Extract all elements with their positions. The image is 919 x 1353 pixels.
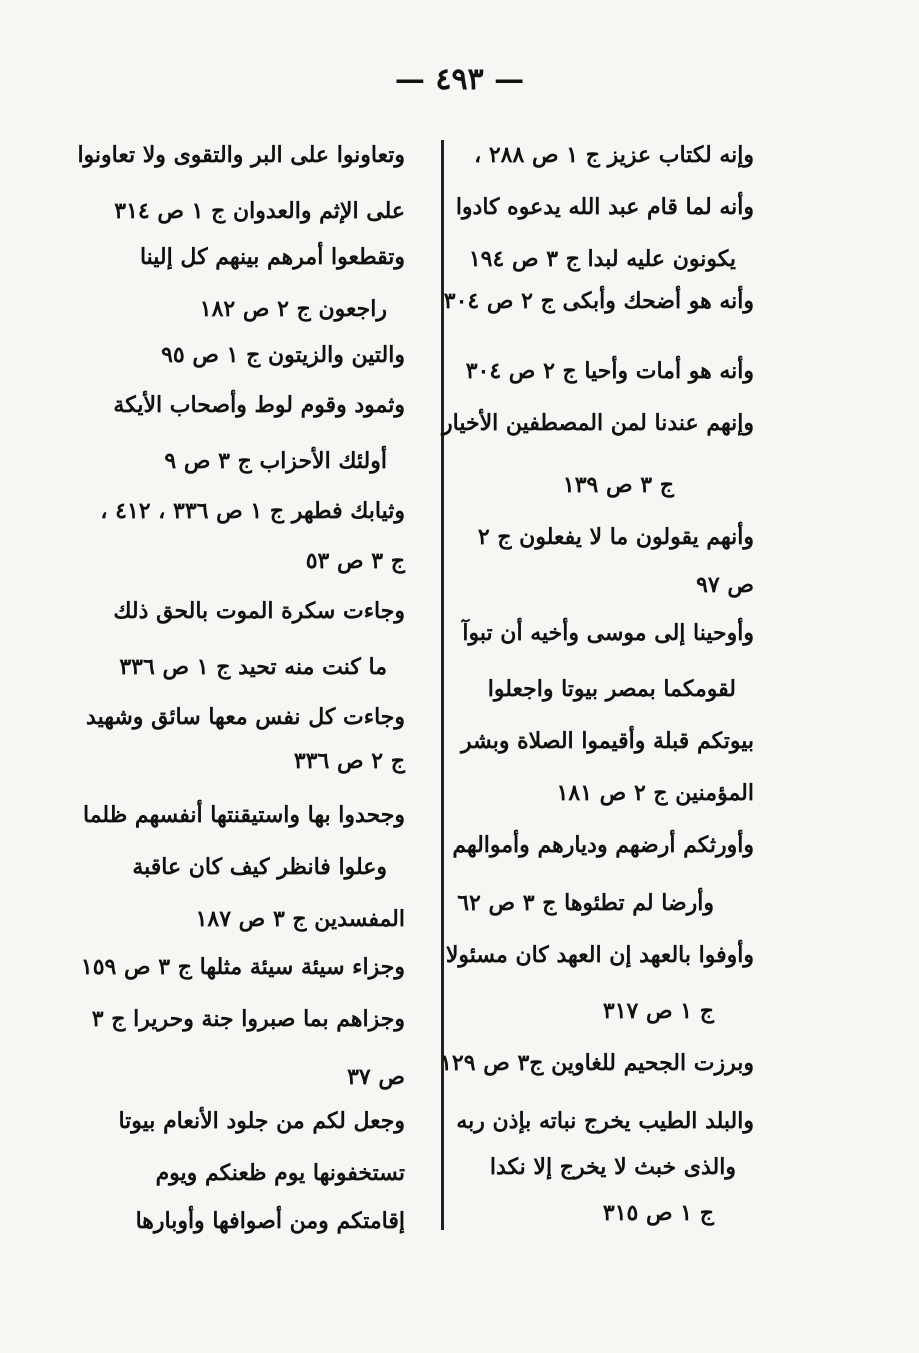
text-line: راجعون ج ٢ ص ١٨٢ [199, 296, 387, 322]
text-line: وثمود وقوم لوط وأصحاب الأيكة [113, 392, 405, 418]
text-line: تستخفونها يوم ظعنكم ويوم [155, 1160, 405, 1186]
text-line: وأنه هو أمات وأحيا ج ٢ ص ٣٠٤ [465, 358, 754, 384]
text-line: ج ٣ ص ٥٣ [305, 548, 405, 574]
text-line: وأنهم يقولون ما لا يفعلون ج ٢ [477, 524, 754, 550]
text-line: وثيابك فطهر ج ١ ص ٣٣٦ ، ٤١٢ ، [100, 498, 405, 524]
text-line: ج ١ ص ٣١٥ [602, 1200, 714, 1226]
text-line: المؤمنين ج ٢ ص ١٨١ [556, 780, 754, 806]
text-line: وإنه لكتاب عزيز ج ١ ص ٢٨٨ ، [474, 142, 754, 168]
text-line: يكونون عليه لبدا ج ٣ ص ١٩٤ [468, 246, 736, 272]
text-line: وبرزت الجحيم للغاوين ج٣ ص ١٢٩ [440, 1050, 754, 1076]
text-line: وجزاهم بما صبروا جنة وحريرا ج ٣ [91, 1006, 405, 1032]
text-line: أولئك الأحزاب ج ٣ ص ٩ [164, 448, 387, 474]
text-line: والبلد الطيب يخرج نباته بإذن ربه [456, 1108, 754, 1134]
text-line: ج ٢ ص ٣٣٦ [293, 748, 405, 774]
text-line: وجاءت سكرة الموت بالحق ذلك [113, 598, 405, 624]
text-line: وجحدوا بها واستيقنتها أنفسهم ظلما [83, 802, 405, 828]
text-line: والتين والزيتون ج ١ ص ٩٥ [161, 342, 405, 368]
text-line: وجعل لكم من جلود الأنعام بيوتا [118, 1108, 405, 1134]
text-line: والذى خبث لا يخرج إلا نكدا [489, 1154, 736, 1180]
text-line: وعلوا فانظر كيف كان عاقبة [132, 854, 387, 880]
text-line: المفسدين ج ٣ ص ١٨٧ [195, 906, 405, 932]
text-line: ص ٩٧ [696, 572, 754, 598]
text-line: ما كنت منه تحيد ج ١ ص ٣٣٦ [119, 654, 387, 680]
text-line: وجاءت كل نفس معها سائق وشهيد [86, 704, 405, 730]
text-line: ج ١ ص ٣١٧ [602, 998, 714, 1024]
text-line: وأنه هو أضحك وأبكى ج ٢ ص ٣٠٤ [443, 288, 754, 314]
text-line: وتعاونوا على البر والتقوى ولا تعاونوا [77, 142, 405, 168]
text-line: على الإثم والعدوان ج ١ ص ٣١٤ [114, 198, 405, 224]
text-line: ص ٣٧ [347, 1064, 405, 1090]
text-line: لقومكما بمصر بيوتا واجعلوا [487, 676, 736, 702]
text-line: وأوفوا بالعهد إن العهد كان مسئولا [445, 942, 754, 968]
text-line: وأنه لما قام عبد الله يدعوه كادوا [455, 194, 754, 220]
text-line: بيوتكم قبلة وأقيموا الصلاة وبشر [460, 728, 754, 754]
text-line: إقامتكم ومن أصوافها وأوبارها [135, 1208, 405, 1234]
page-number: — ٤٩٣ — [394, 62, 525, 97]
text-line: ج ٣ ص ١٣٩ [562, 472, 674, 498]
text-line: وأرضا لم تطئوها ج ٣ ص ٦٢ [457, 890, 714, 916]
text-line: وأوحينا إلى موسى وأخيه أن تبوآ [462, 620, 754, 646]
text-line: وجزاء سيئة سيئة مثلها ج ٣ ص ١٥٩ [80, 954, 405, 980]
text-line: وتقطعوا أمرهم بينهم كل إلينا [139, 244, 405, 270]
text-line: وإنهم عندنا لمن المصطفين الأخيار [442, 410, 754, 436]
text-line: وأورثكم أرضهم وديارهم وأموالهم [452, 832, 754, 858]
